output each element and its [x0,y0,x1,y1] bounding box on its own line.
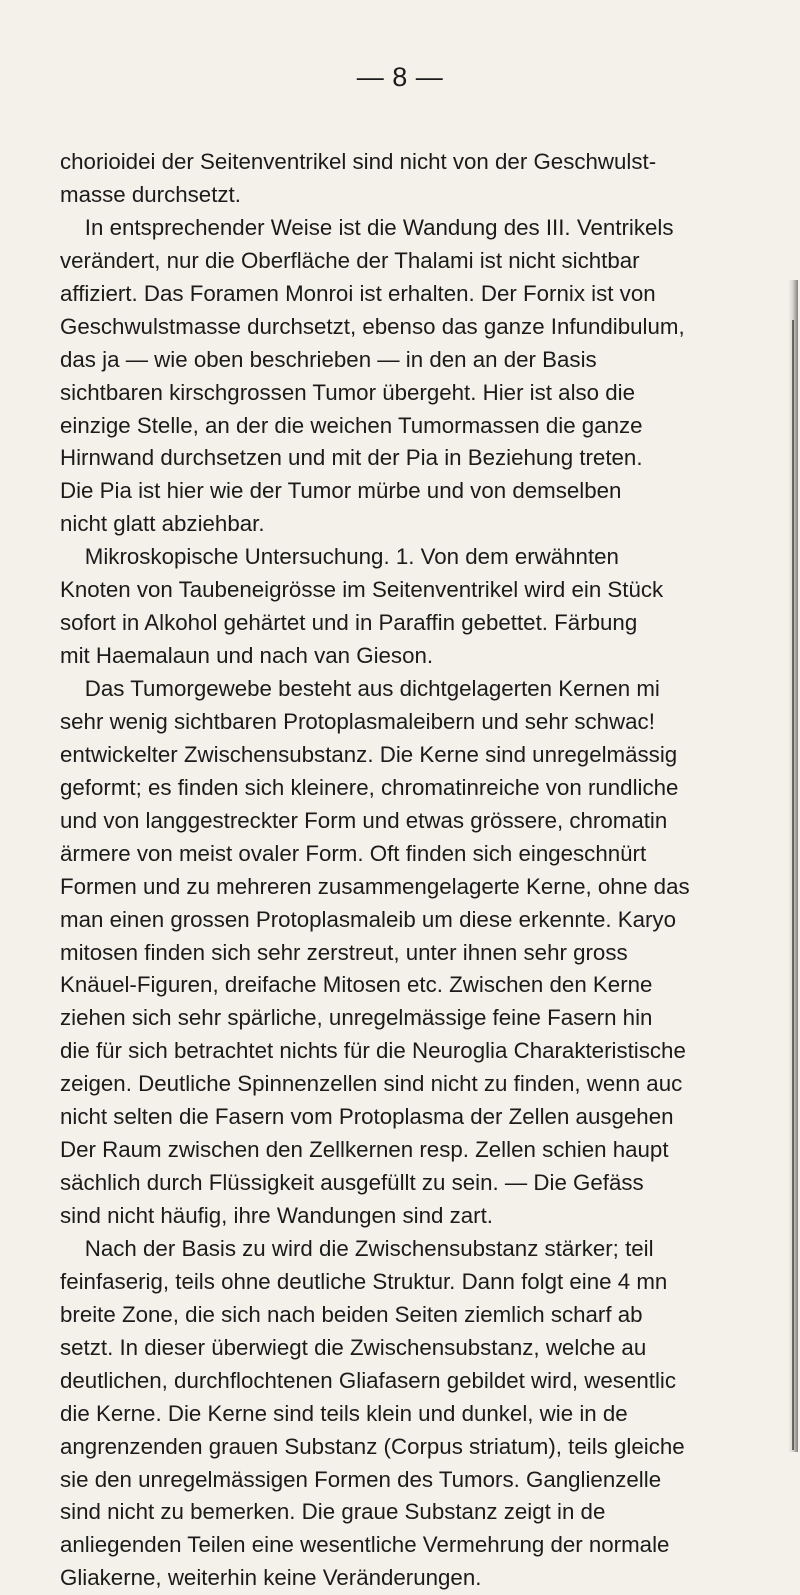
text-line: sind nicht häufig, ihre Wandungen sind zart. [60,1203,493,1228]
text-line: anliegenden Teilen eine wesentliche Vermehrung der normale [60,1532,670,1558]
text-line: sofort in Alkohol gehärtet und in Paraffin gebettet. Färbung [60,610,638,636]
text-line: Nach der Basis zu wird die Zwischensubstanz stärker; teil [60,1235,654,1261]
text-line: Formen und zu mehreren zusammengelagerte Kerne, ohne das [60,873,690,899]
text-line: Mikroskopische Untersuchung. 1. Von dem erwähnten [60,544,619,570]
page-number: — 8 — [356,62,444,92]
text-line: sichtbaren kirschgrossen Tumor übergeht. Hier ist also die [60,379,636,405]
text-line: Knäuel-Figuren, dreifache Mitosen etc. Zwischen den Kerne [60,972,653,998]
text-line: Knoten von Taubeneigrösse im Seitenventrikel wird ein Stück [60,577,664,603]
text-line: ziehen sich sehr spärliche, unregelmässige feine Fasern hin [60,1005,653,1031]
text-line: breite Zone, die sich nach beiden Seiten ziemlich scharf ab [60,1301,643,1327]
text-line: setzt. In dieser überwiegt die Zwischensubstanz, welche au [60,1334,647,1360]
text-line: und von langgestreckter Form und etwas grössere, chromatin [60,807,668,833]
text-line: die Kerne. Die Kerne sind teils klein und dunkel, wie in de [60,1400,628,1426]
body-text [60,146,798,1595]
text-line: affiziert. Das Foramen Monroi ist erhalten. Der Fornix ist von [60,280,656,306]
text-line: Die Pia ist hier wie der Tumor mürbe und von demselben [60,478,622,504]
text-line: chorioidei der Seitenventrikel sind nicht von der Geschwulst- [60,149,657,174]
text-line: die für sich betrachtet nichts für die Neuroglia Charakteristische [60,1038,686,1064]
text-line: man einen grossen Protoplasmaleib um diese erkennte. Karyo [60,906,676,932]
text-line: verändert, nur die Oberfläche der Thalami ist nicht sichtbar [60,247,640,273]
text-line: geformt; es finden sich kleinere, chromatinreiche von rundliche [60,774,679,800]
text-line: nicht selten die Fasern vom Protoplasma der Zellen ausgehen [60,1104,674,1130]
text-line: masse durchsetzt. [60,181,241,207]
text-line: angrenzenden grauen Substanz (Corpus striatum), teils gleiche [60,1433,685,1459]
text-line: deutlichen, durchflochtenen Gliafasern gebildet wird, wesentlic [60,1367,676,1393]
text-line: mitosen finden sich sehr zerstreut, unter ihnen sehr gross [60,939,628,965]
text-line: Geschwulstmasse durchsetzt, ebenso das ganze Infundibulum, [60,313,685,339]
text-line: mit Haemalaun und nach van Gieson. [60,643,434,669]
text-line: zeigen. Deutliche Spinnenzellen sind nicht zu finden, wenn auc [60,1071,683,1097]
text-line: einzige Stelle, an der die weichen Tumormassen die ganze [60,412,643,438]
text-line: sind nicht zu bemerken. Die graue Substanz zeigt in de [60,1499,606,1525]
text-line: sächlich durch Flüssigkeit ausgefüllt zu sein. — Die Gefäss [60,1170,644,1196]
text-line: sehr wenig sichtbaren Protoplasmaleibern und sehr schwac! [60,708,655,734]
text-line: feinfaserig, teils ohne deutliche Struktur. Dann folgt eine 4 mn [60,1268,668,1294]
text-line: In entsprechender Weise ist die Wandung des III. Ventrikels [60,214,674,240]
text-line: das ja — wie oben beschrieben — in den an der Basis [60,346,597,372]
text-line: Der Raum zwischen den Zellkernen resp. Zellen schien haupt [60,1137,669,1163]
text-line: entwickelter Zwischensubstanz. Die Kerne sind unregelmässig [60,741,678,767]
text-line: Das Tumorgewebe besteht aus dichtgelagerten Kernen mi [60,676,660,701]
text-line: Hirnwand durchsetzen und mit der Pia in Beziehung treten. [60,445,643,471]
text-line: ärmere von meist ovaler Form. Oft finden sich eingeschnürt [60,840,647,866]
text-line: nicht glatt abziehbar. [60,511,265,537]
text-line: Gliakerne, weiterhin keine Veränderungen. [60,1565,482,1591]
text-line: sie den unregelmässigen Formen des Tumors. Ganglienzelle [60,1466,662,1492]
